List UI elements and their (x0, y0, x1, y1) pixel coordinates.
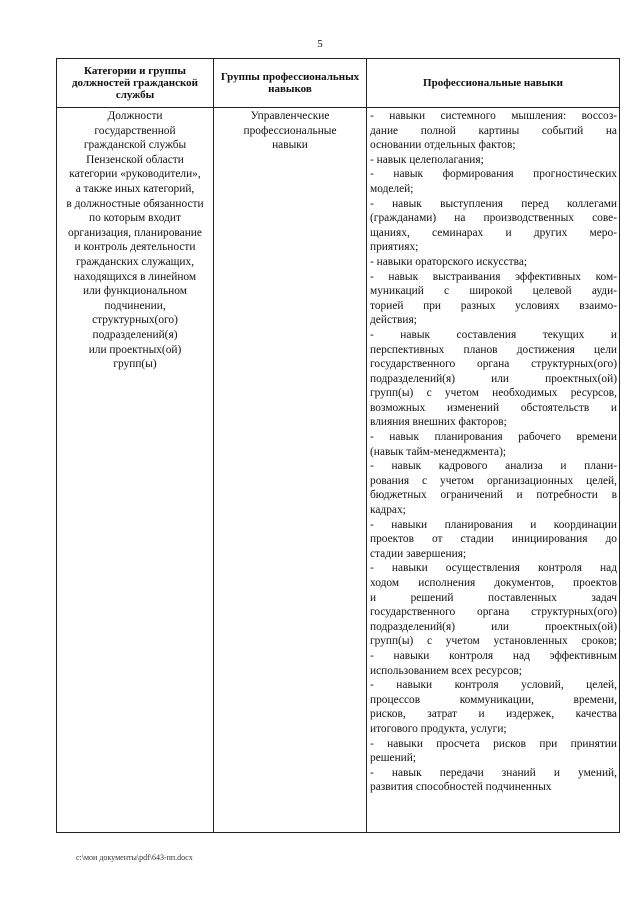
skills-line: использованием всех ресурсов; (370, 664, 522, 677)
category-line: Должности (107, 110, 163, 122)
skills-line: - навыки просчета рисков при принятии (370, 737, 617, 750)
skills-line: приятиях; (370, 241, 419, 254)
header-skill-groups: Группы профессиональных навыков (214, 59, 367, 108)
skills-line: основании отдельных фактов; (370, 139, 516, 152)
skills-line: влияния внешних факторов; (370, 416, 507, 429)
skills-line: действия; (370, 314, 417, 327)
skills-line: - навыки планирования и координации (370, 518, 617, 531)
skill-group-line: навыки (272, 139, 308, 152)
category-line: а также иных категорий, (75, 182, 195, 195)
skills-line: государственного органа структурных(ого) (370, 358, 617, 371)
skills-line: - навык планирования рабочего времени (370, 431, 617, 444)
skills-line: - навык формирования прогностических (370, 168, 617, 181)
skills-line: стадии завершения; (370, 547, 467, 560)
category-line: и контроль деятельности (74, 241, 196, 254)
skills-line: групп(ы) с учетом установленных сроков; (370, 635, 617, 648)
skills-line: - навыки системного мышления: воссоз- (370, 110, 617, 122)
category-line: государственной (94, 124, 176, 137)
table-header-row (57, 59, 620, 108)
skills-line: - навыки осуществления контроля над (370, 562, 617, 575)
skills-line: и решений поставленных задач (370, 591, 617, 604)
skill-group-line: Управленческие (250, 110, 330, 122)
skills-line: групп(ы) с учетом необходимых ресурсов, (370, 387, 617, 400)
page-number: 5 (317, 38, 323, 50)
category-line: Пензенской области (86, 153, 184, 166)
skills-line: - навыки контроля над эффективным (370, 649, 617, 662)
skills-line: итогового продукта, услуги; (370, 722, 507, 735)
skills-line: - навык выстраивания эффективных ком- (370, 270, 617, 283)
category-line: организация, планирование (68, 226, 202, 239)
skills-line: ходом исполнения документов, проектов (370, 577, 617, 589)
skills-line: - навык составления текущих и (370, 328, 617, 341)
skill-group-line: профессиональные (243, 124, 337, 137)
skills-line: щаниях, семинарах и других меро- (370, 226, 617, 239)
skills-line: - навыки контроля условий, целей, (370, 679, 617, 692)
skills-line: рисков, затрат и издержек, качества (370, 708, 617, 721)
skills-line: рования с учетом организационных целей, (370, 474, 617, 487)
skills-line: - навыки ораторского искусства; (370, 255, 528, 268)
category-line: по которым входит (89, 212, 181, 225)
skills-line: - навык целеполагания; (370, 153, 484, 166)
skills-line: муникаций с широкой целевой ауди- (370, 285, 617, 298)
table-row (57, 108, 620, 833)
category-line: подчинении, (104, 299, 166, 312)
category-line: в должностные обязанности (66, 197, 204, 210)
footer-file-path: c:\мои документы\pdf\643-пп.docx (76, 853, 193, 862)
skills-table (56, 58, 620, 833)
category-line: групп(ы) (113, 358, 157, 371)
skills-line: кадрах; (370, 504, 406, 517)
category-line: гражданских служащих, (75, 255, 195, 268)
skills-line: подразделений(я) или проектных(ой) (370, 372, 617, 385)
skills-line: торией при разных условиях взаимо- (370, 299, 617, 312)
skills-line: моделей; (370, 182, 414, 195)
skills-line: возможных изменений обстоятельств и (370, 401, 617, 414)
category-line: структурных(ого) (92, 314, 178, 327)
category-line: гражданской службы (83, 139, 187, 152)
skills-line: - навык кадрового анализа и плани- (370, 460, 617, 473)
skills-line: - навык передачи знаний и умений, (370, 766, 617, 779)
skills-line: развития способностей подчиненных (370, 781, 552, 794)
skill-group-cell (214, 108, 367, 833)
skills-line: (гражданами) на производственных сове- (370, 212, 617, 225)
skills-line: процессов коммуникации, времени, (370, 693, 617, 706)
skills-line: перспективных планов достижения цели (370, 343, 617, 356)
header-professional-skills: Профессиональные навыки (367, 59, 620, 108)
header-categories: Категории и группы должностей гражданской службы (57, 59, 214, 108)
skills-line: бюджетных ограничений и потребности в (370, 489, 617, 502)
skills-line: решений; (370, 752, 417, 765)
skills-cell (367, 108, 620, 833)
category-line: подразделений(я) (92, 328, 178, 341)
skills-line: (навык тайм-менеджмента); (370, 445, 507, 458)
skills-line: - навык выступления перед коллегами (370, 197, 617, 210)
skills-line: дание полной картины событий на (370, 124, 617, 137)
skills-line: государственного органа структурных(ого) (370, 606, 617, 619)
categories-cell (57, 108, 214, 833)
category-line: или проектных(ой) (88, 343, 182, 356)
category-line: категории «руководители», (69, 168, 201, 181)
category-line: или функциональном (83, 285, 187, 298)
skills-line: подразделений(я) или проектных(ой) (370, 620, 617, 633)
skills-line: проектов от стадии инициирования до (370, 533, 617, 546)
category-line: находящихся в линейном (73, 270, 197, 283)
